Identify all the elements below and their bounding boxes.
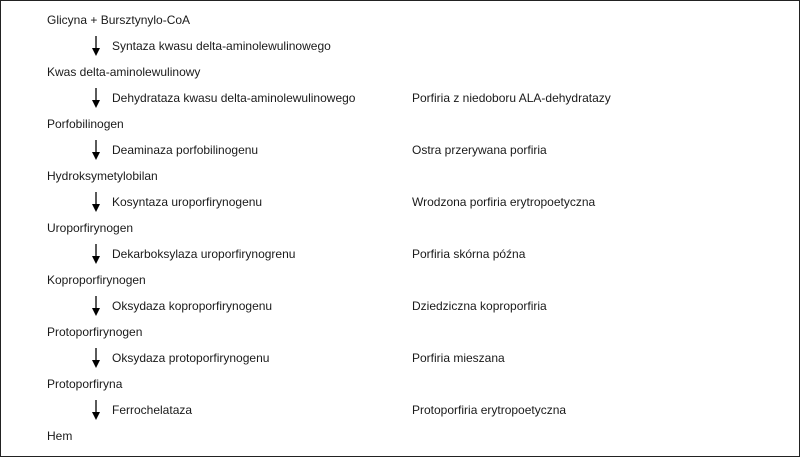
enzyme-ala-synthase: Syntaza kwasu delta-aminolewulinowego <box>112 39 331 53</box>
substrate-coproporphyrinogen: Koproporfirynogen <box>47 273 146 287</box>
enzyme-pbg-deaminase: Deaminaza porfobilinogenu <box>112 143 259 157</box>
substrate-heme: Hem <box>47 429 73 443</box>
enzyme-uroporphyrinogen-cosynthase: Kosyntaza uroporfirynogenu <box>112 195 263 209</box>
disease-erythropoietic-protoporphyria: Protoporfiria erytropoetyczna <box>412 403 567 417</box>
substrate-ala: Kwas delta-aminolewulinowy <box>47 65 201 79</box>
substrate-hydroxymethylbilane: Hydroksymetylobilan <box>47 169 158 183</box>
enzyme-coproporphyrinogen-oxidase: Oksydaza koproporfirynogenu <box>112 299 273 313</box>
disease-hereditary-coproporphyria: Dziedziczna koproporfiria <box>412 299 547 313</box>
enzyme-ala-dehydratase: Dehydrataza kwasu delta-aminolewulinowego <box>112 91 356 105</box>
substrate-glycine-succinyl-coa: Glicyna + Bursztynylo-CoA <box>47 13 191 27</box>
down-arrow-icon <box>90 88 102 108</box>
disease-acute-intermittent-porphyria: Ostra przerywana porfiria <box>412 143 547 157</box>
substrate-uroporphyrinogen: Uroporfirynogen <box>47 221 134 235</box>
disease-porphyria-cutanea-tarda: Porfiria skórna późna <box>412 247 526 261</box>
enzyme-uroporphyrinogen-decarboxylase: Dekarboksylaza uroporfirynogrenu <box>112 247 296 261</box>
substrate-protoporphyrin: Protoporfiryna <box>47 377 123 391</box>
disease-variegate-porphyria: Porfiria mieszana <box>412 351 505 365</box>
substrate-protoporphyrinogen: Protoporfirynogen <box>47 325 143 339</box>
down-arrow-icon <box>90 36 102 56</box>
down-arrow-icon <box>90 244 102 264</box>
enzyme-ferrochelatase: Ferrochelataza <box>112 403 193 417</box>
disease-congenital-erythropoietic-porphyria: Wrodzona porfiria erytropoetyczna <box>412 195 596 209</box>
down-arrow-icon <box>90 140 102 160</box>
down-arrow-icon <box>90 400 102 420</box>
down-arrow-icon <box>90 348 102 368</box>
substrate-porphobilinogen: Porfobilinogen <box>47 117 124 131</box>
down-arrow-icon <box>90 192 102 212</box>
enzyme-protoporphyrinogen-oxidase: Oksydaza protoporfirynogenu <box>112 351 270 365</box>
disease-ala-dehydratase-deficiency: Porfiria z niedoboru ALA-dehydratazy <box>412 91 611 105</box>
down-arrow-icon <box>90 296 102 316</box>
